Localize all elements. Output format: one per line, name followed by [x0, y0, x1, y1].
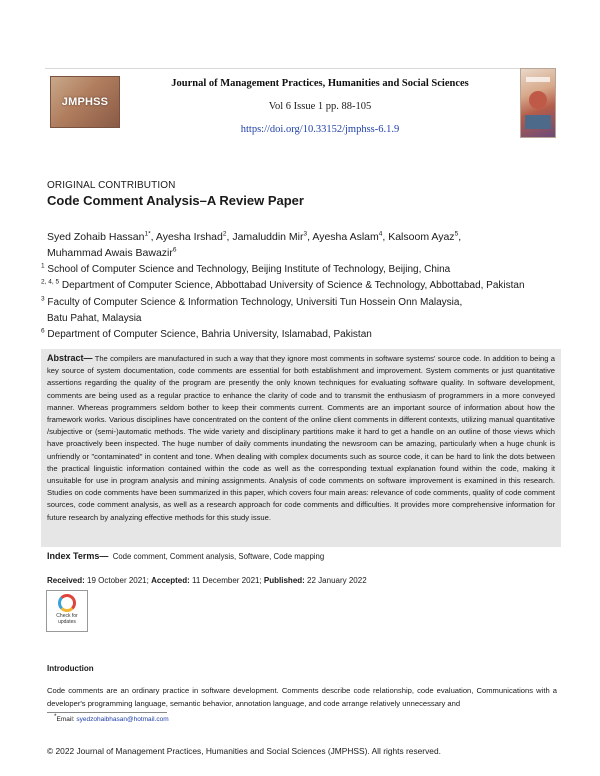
copyright-notice: © 2022 Journal of Management Practices, Humanities and Social Sciences (JMPHSS). All rights reserved. [47, 746, 441, 756]
crossmark-icon [58, 594, 76, 612]
index-terms [47, 551, 557, 561]
article-dates: Received: 19 October 2021; Accepted: 11 December 2021; Published: 22 January 2022 [47, 576, 367, 585]
footnote-rule [47, 712, 167, 713]
introduction-text: Code comments are an ordinary practice in software development. Comments describe code relationship, code evaluation, Communications with a developer's programming language, semantic behavior, annotation language, and code arrange relatively unnecessary and [47, 686, 557, 708]
article-type: ORIGINAL CONTRIBUTION [47, 180, 176, 191]
journal-logo [50, 76, 120, 128]
index-terms-label: Index Terms— [47, 551, 109, 561]
author-name: Syed Zohaib Hassan [47, 231, 145, 243]
journal-volume: Vol 6 Issue 1 pp. 88-105 [268, 101, 372, 112]
author-name: Muhammad Awais Bawazir [47, 247, 173, 259]
footnote-email: *Email: syedzohaibhasan@hotmail.com [54, 712, 169, 723]
affiliation: $^{2, 4, 5}$ Department of Computer Science, Abbottabad University of Science & Technology, Abbottabad, Pakistan [41, 278, 525, 292]
affiliation: $^3$ Faculty of Computer Science & Information Technology, Universiti Tun Hossein Onn Malaysia, [41, 295, 463, 308]
author-name: Jamaluddin Mir [232, 231, 304, 243]
check-for-updates-badge[interactable]: Check for updates [46, 590, 88, 632]
logo-text: JMPHSS [61, 96, 109, 108]
affiliation: $^1$ School of Computer Science and Technology, Beijing Institute of Technology, Beijing, China [41, 262, 451, 275]
author-name: Kalsoom Ayaz [388, 231, 455, 243]
affiliation-list [41, 262, 561, 343]
journal-title: Journal of Management Practices, Humanities and Social Sciences [171, 78, 469, 89]
doi-link[interactable]: https://doi.org/10.33152/jmphss-6.1.9 [240, 124, 400, 135]
index-terms-text: Code comment, Comment analysis, Software, Code mapping [112, 552, 325, 561]
section-heading-introduction: Introduction [47, 664, 94, 673]
journal-cover-image [520, 68, 556, 138]
affiliation: Batu Pahat, Malaysia [47, 312, 142, 324]
abstract-label: Abstract— [47, 353, 93, 363]
article-title: Code Comment Analysis–A Review Paper [47, 193, 304, 208]
email-link[interactable]: syedzohaibhasan@hotmail.com [76, 716, 169, 723]
author-name: Ayesha Irshad [155, 231, 223, 243]
author-list: Syed Zohaib Hassan$^{1*}$, Ayesha Irshad$^2$, Jamaluddin Mir$^3$, Ayesha Aslam$^4$, Kalsoom Ayaz$^5$, Muhammad Awais Bawazir$^6$ [47, 230, 462, 259]
author-name: Ayesha Aslam [312, 231, 379, 243]
affiliation: $^6$ Department of Computer Science, Bahria University, Islamabad, Pakistan [41, 327, 372, 341]
abstract-text: The compilers are manufactured in such a way that they ignore most comments in software systems' source code. In addition to being a key source of system documentation, code comments are essential for both establishment and improvement. System comments or just quantitative assertions regarding the quality of the program are presently the only known techniques for evaluating software quality. In software development, comments are being used as a regular practice to enhance the clarity of code and to transmit the enthusiasm of programmers in a more conveyed manner. Whereas programmers seldom bother to keep their comments current. Comments are an important source of information about how the framework works. Various disciplines have concentrated on the content of the online client comments in different contexts, utilizing manual quantitative /subjective or (semi-)automatic methods. The wide variety and disciplinary partitions make it hard to get a handle on an outline of those views which have proactively been inspected. The huge number of daily comments inundating the newsroom can be amazing, particularly when a huge chunk is unfriendly or "contaminated" in content and tone. When dealing with complex documents such as source code, it can be hard to link the dots between the practical linguistic information contained within the code as well as the corresponding textual explanation found within the code, making it unsuitable for use in program analysis and mining assignments. Analysis of code comments on software improvement is examined in this research. Studies on code comments have been summarized in this paper, which covers four main areas: relevance of code comments, quality of code comment sources, code comment analysis, as well as a research approach for code comments and difficulties. It provides more comprehensive information for future research by analyzing effective methods for this study issue. [47, 354, 555, 522]
abstract [47, 352, 555, 524]
